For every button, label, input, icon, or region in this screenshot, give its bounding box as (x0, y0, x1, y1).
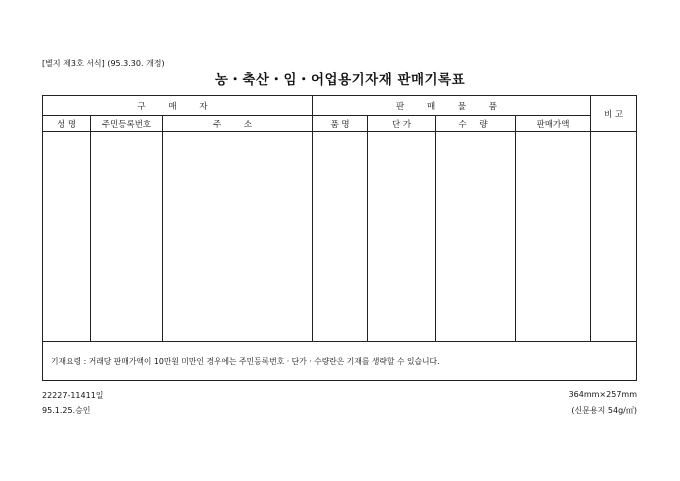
remarks-header: 비 고 (591, 96, 637, 132)
col-address: 주 소 (163, 116, 313, 132)
paper-size: 364mm×257mm (568, 390, 637, 399)
buyer-group-header: 구 매 자 (43, 96, 313, 116)
approval-date: 95.1.25.승인 (42, 406, 91, 415)
cell-item-name[interactable] (313, 132, 368, 342)
cell-unit-price[interactable] (368, 132, 436, 342)
col-resident-number: 주민등록번호 (91, 116, 163, 132)
cell-quantity[interactable] (436, 132, 516, 342)
cell-resident-number[interactable] (91, 132, 163, 342)
col-item-name: 품 명 (313, 116, 368, 132)
cell-sales-amount[interactable] (516, 132, 591, 342)
form-number: [별지 제3호 서식] (95.3.30. 개정) (42, 59, 165, 68)
col-quantity: 수 량 (436, 116, 516, 132)
sales-record-table (42, 95, 637, 381)
cell-address[interactable] (163, 132, 313, 342)
col-name: 성 명 (43, 116, 91, 132)
col-sales-amount: 판매가액 (516, 116, 591, 132)
page-title: 농・축산・임・어업용기자재 판매기록표 (214, 72, 466, 88)
sales-group-header: 판 매 물 품 (313, 96, 591, 116)
paper-type: (신문용지 54g/㎡) (571, 406, 637, 415)
cell-remarks[interactable] (591, 132, 637, 342)
cell-name[interactable] (43, 132, 91, 342)
col-unit-price: 단 가 (368, 116, 436, 132)
form-code: 22227-11411일 (42, 391, 104, 400)
filling-instructions: 기재요령 : 거래당 판매가액이 10만원 미만인 경우에는 주민등록번호 · 단가 · 수량란은 기재를 생략할 수 있습니다. (43, 342, 637, 381)
